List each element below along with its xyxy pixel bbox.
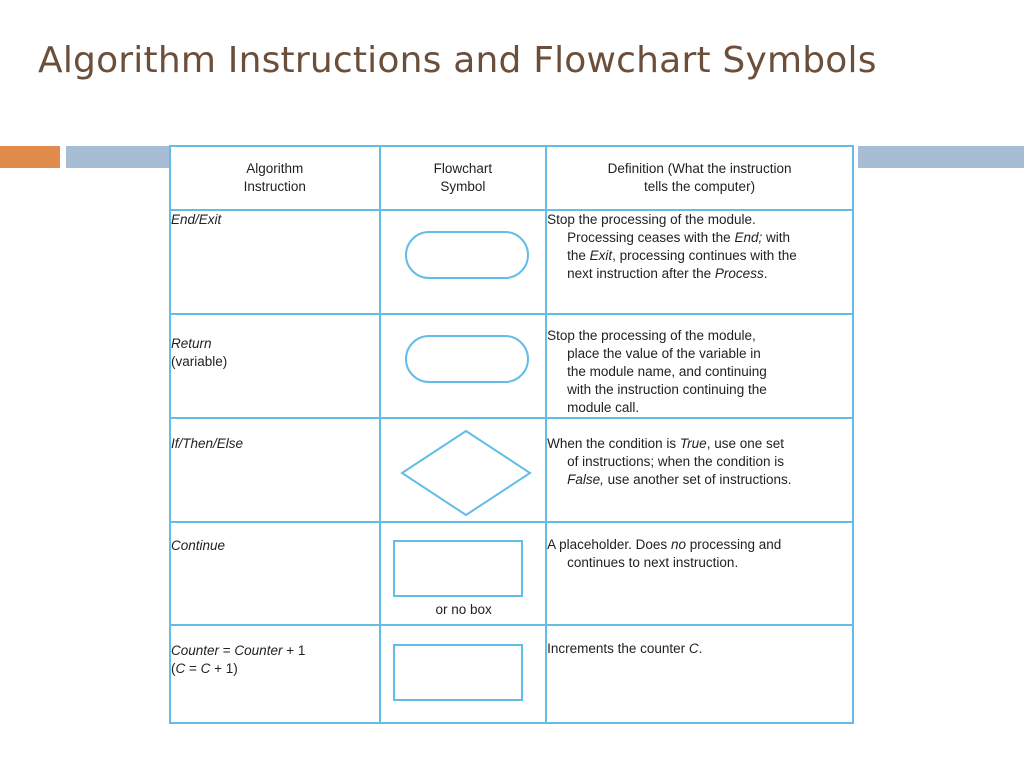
instruction-fragment: + 1 [282,643,306,658]
definition-fragment: A placeholder. Does [547,537,671,552]
instruction-fragment: + 1) [210,661,238,676]
instruction-fragment: = [185,661,201,676]
header-definition-line2: tells the computer) [644,179,756,194]
header-symbol-line2: Symbol [440,179,486,194]
definition-text [547,436,784,451]
symbol-cell [380,625,546,723]
definition-fragment: , use one set [706,436,784,451]
terminal-oval-symbol [405,231,529,279]
definition-emphasis: C [688,641,699,656]
definition-emphasis: no [670,537,686,552]
table-row [170,625,853,723]
table-row [170,418,853,522]
definition-fragment: use another set of instructions. [603,472,792,487]
definition-text: with the instruction continuing the [567,382,767,397]
definition-fragment: the [567,248,590,263]
definition-emphasis: Exit [589,248,613,263]
instruction-fragment: ( [171,661,176,676]
definition-emphasis: True [679,436,707,451]
definition-fragment: next instruction after the [567,266,715,281]
definition-text: module call. [567,400,640,415]
instruction-fragment: Counter [171,643,220,658]
definition-text [547,641,702,656]
header-instruction-line2: Instruction [243,179,306,194]
header-symbol-line1: Flowchart [433,161,493,176]
header-symbol [380,146,546,210]
definition-cell [546,314,853,418]
symbol-cell [380,210,546,314]
definition-fragment: When the condition is [547,436,680,451]
instruction-fragment: Counter [234,643,283,658]
header-instruction [170,146,380,210]
terminal-oval-symbol [405,335,529,383]
instruction-if-then-else: If/Then/Else [171,436,244,451]
slide-title: Algorithm Instructions and Flowchart Symbols [38,40,877,81]
definition-fragment: . [698,641,703,656]
definition-text: continues to next instruction. [567,555,739,570]
instruction-fragment: C [200,661,211,676]
header-definition [546,146,853,210]
instruction-cell [170,418,380,522]
definition-text: of instructions; when the condition is [567,454,784,469]
definition-text [547,229,852,247]
decision-diamond-symbol [399,429,533,517]
definition-cell [546,625,853,723]
definition-text [547,247,852,265]
accent-bar-blue-left [66,146,170,168]
accent-bar-orange [0,146,60,168]
instruction-cell [170,314,380,418]
table-row [170,210,853,314]
definition-text: Stop the processing of the module. [547,212,756,227]
instruction-counter [171,643,305,658]
instruction-end-exit: End/Exit [171,212,222,227]
process-rectangle-symbol [393,540,523,597]
instruction-cell [170,210,380,314]
definition-cell [546,522,853,625]
symbol-cell [380,522,546,625]
definition-fragment: with [762,230,790,245]
instruction-cell [170,625,380,723]
accent-bar-blue-right [858,146,1024,168]
definition-fragment: . [763,266,768,281]
instruction-continue: Continue [171,538,226,553]
definition-text: place the value of the variable in [567,346,761,361]
definition-text [547,537,781,552]
instruction-cell [170,522,380,625]
header-row [170,146,853,210]
flowchart-symbols-table [169,145,854,724]
definition-text: Stop the processing of the module, [547,328,756,343]
header-definition-line1: Definition (What the instruction [607,161,792,176]
instruction-return: Return [171,336,212,351]
definition-fragment: processing and [685,537,782,552]
definition-fragment: Processing ceases with the [567,230,735,245]
table-row [170,314,853,418]
instruction-counter-sub [171,661,238,676]
definition-text [547,265,852,283]
definition-text: the module name, and continuing [567,364,767,379]
symbol-cell [380,418,546,522]
symbol-note: or no box [435,602,492,617]
definition-emphasis: End; [734,230,763,245]
symbol-cell [380,314,546,418]
definition-emphasis: Process [714,266,764,281]
definition-emphasis: False, [567,472,604,487]
process-rectangle-symbol [393,644,523,701]
definition-text [547,471,852,489]
instruction-return-sub: (variable) [171,354,228,369]
table-row [170,522,853,625]
definition-fragment: Increments the counter [547,641,689,656]
instruction-fragment: = [219,643,235,658]
instruction-fragment: C [175,661,186,676]
header-instruction-line1: Algorithm [246,161,304,176]
definition-fragment: , processing continues with the [612,248,797,263]
definition-cell [546,418,853,522]
definition-cell [546,210,853,314]
